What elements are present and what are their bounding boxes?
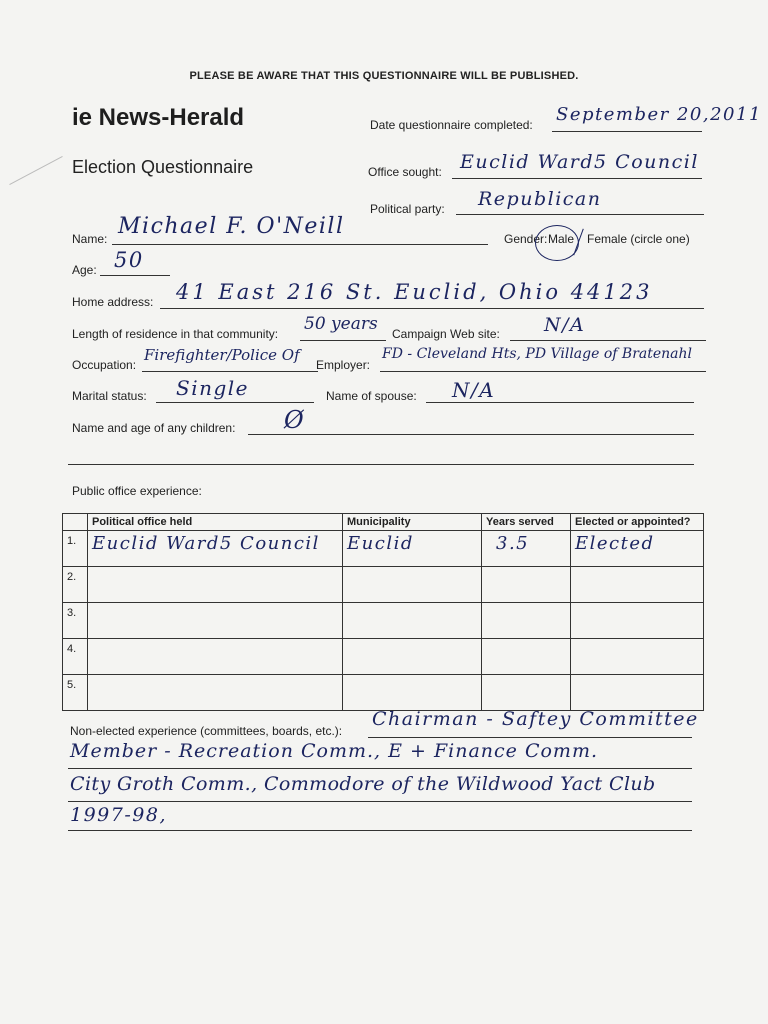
row-number: 3. <box>63 603 88 639</box>
name-value[interactable]: Michael F. O'Neill <box>118 214 345 239</box>
employer-label: Employer: <box>316 358 371 372</box>
residence-value[interactable]: 50 years <box>304 314 378 334</box>
municipality-cell[interactable] <box>343 675 482 711</box>
col-header-municipality: Municipality <box>343 514 482 531</box>
address-value[interactable]: 41 East 216 St. Euclid, Ohio 44123 <box>176 280 653 304</box>
non-elected-entry[interactable]: Member - Recreation Comm., E + Finance Comm. <box>70 740 599 762</box>
date-line <box>552 131 702 132</box>
years-cell-value: 3.5 <box>496 533 530 554</box>
row-number: 5. <box>63 675 88 711</box>
gender-female-option[interactable]: Female (circle one) <box>587 232 690 246</box>
non-elected-line-3 <box>68 801 692 802</box>
col-header-office: Political office held <box>88 514 343 531</box>
municipality-cell[interactable] <box>343 639 482 675</box>
office-cell[interactable] <box>88 531 343 567</box>
children-extra-line <box>68 464 694 465</box>
municipality-cell[interactable] <box>343 567 482 603</box>
newspaper-masthead: ie News-Herald <box>72 104 245 131</box>
party-label: Political party: <box>370 202 445 216</box>
party-value[interactable]: Republican <box>478 188 602 210</box>
municipality-cell-value: Euclid <box>347 533 414 554</box>
spouse-label: Name of spouse: <box>326 389 417 403</box>
party-line <box>456 214 704 215</box>
table-row <box>63 675 704 711</box>
years-cell[interactable] <box>482 603 571 639</box>
marital-value[interactable]: Single <box>176 376 250 400</box>
office-cell-value: Euclid Ward5 Council <box>92 533 320 554</box>
col-header-years: Years served <box>482 514 571 531</box>
status-cell[interactable] <box>571 603 704 639</box>
children-value[interactable]: Ø <box>284 406 306 434</box>
row-number: 4. <box>63 639 88 675</box>
table-header-row <box>63 514 704 531</box>
employer-value[interactable]: FD - Cleveland Hts, PD Village of Bratenahl <box>382 346 693 362</box>
status-cell[interactable] <box>571 639 704 675</box>
age-value[interactable]: 50 <box>114 248 144 272</box>
col-header-elected: Elected or appointed? <box>571 514 704 531</box>
address-line <box>160 308 704 309</box>
name-line <box>112 244 488 245</box>
residence-label: Length of residence in that community: <box>72 327 279 341</box>
status-cell[interactable] <box>571 675 704 711</box>
office-cell[interactable] <box>88 603 343 639</box>
age-label: Age: <box>72 263 97 277</box>
form-title: Election Questionnaire <box>72 157 254 177</box>
occupation-line <box>142 371 318 372</box>
non-elected-label: Non-elected experience (committees, boards, etc.): <box>70 724 343 738</box>
name-label: Name: <box>72 232 108 246</box>
status-cell-value: Elected <box>575 533 655 554</box>
public-office-table <box>62 513 704 711</box>
male-selection-circle <box>535 225 579 261</box>
office-label: Office sought: <box>368 165 442 179</box>
date-value[interactable]: September 20,2011 <box>556 104 762 125</box>
non-elected-entry[interactable]: Chairman - Saftey Committee <box>372 708 699 730</box>
marital-label: Marital status: <box>72 389 147 403</box>
table-row <box>63 531 704 567</box>
residence-line <box>300 340 386 341</box>
years-cell[interactable] <box>482 531 571 567</box>
office-value[interactable]: Euclid Ward5 Council <box>460 151 699 173</box>
age-line <box>100 275 170 276</box>
non-elected-entry[interactable]: City Groth Comm., Commodore of the Wildwood Yact Club <box>70 773 656 795</box>
non-elected-line-1 <box>368 737 692 738</box>
non-elected-line-4 <box>68 830 692 831</box>
non-elected-entry[interactable]: 1997-98, <box>70 804 167 826</box>
publication-notice: PLEASE BE AWARE THAT THIS QUESTIONNAIRE WILL BE PUBLISHED. <box>189 70 579 82</box>
date-label: Date questionnaire completed: <box>370 118 533 132</box>
years-cell[interactable] <box>482 675 571 711</box>
municipality-cell[interactable] <box>343 603 482 639</box>
website-label: Campaign Web site: <box>392 327 500 341</box>
experience-section-label: Public office experience: <box>72 484 202 498</box>
years-cell[interactable] <box>482 639 571 675</box>
address-label: Home address: <box>72 295 154 309</box>
gender-label: Gender: <box>504 232 548 246</box>
employer-line <box>380 371 706 372</box>
status-cell[interactable] <box>571 531 704 567</box>
status-cell[interactable] <box>571 567 704 603</box>
table-row <box>63 639 704 675</box>
row-number-header <box>63 514 88 531</box>
office-cell[interactable] <box>88 567 343 603</box>
gender-male-option[interactable]: Male <box>548 232 575 246</box>
paper-edge-mark <box>9 156 62 185</box>
occupation-value[interactable]: Firefighter/Police Of <box>144 346 300 364</box>
office-line <box>452 178 702 179</box>
spouse-line <box>426 402 694 403</box>
children-line <box>248 434 694 435</box>
office-cell[interactable] <box>88 675 343 711</box>
spouse-value[interactable]: N/A <box>452 378 496 402</box>
website-value[interactable]: N/A <box>544 314 586 336</box>
office-cell[interactable] <box>88 639 343 675</box>
table-row <box>63 567 704 603</box>
marital-line <box>156 402 314 403</box>
municipality-cell[interactable] <box>343 531 482 567</box>
website-line <box>510 340 706 341</box>
row-number: 1. <box>63 531 88 567</box>
occupation-label: Occupation: <box>72 358 137 372</box>
years-cell[interactable] <box>482 567 571 603</box>
row-number: 2. <box>63 567 88 603</box>
children-label: Name and age of any children: <box>72 421 236 435</box>
non-elected-line-2 <box>68 768 692 769</box>
table-row <box>63 603 704 639</box>
